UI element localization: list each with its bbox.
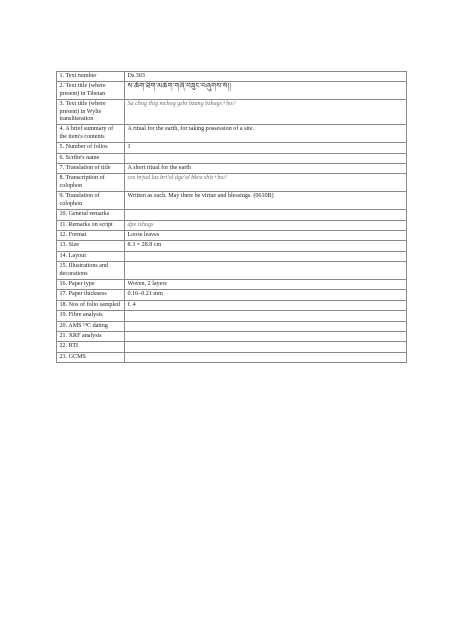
- table-row: [57, 251, 407, 261]
- table-row: [57, 174, 407, 192]
- row-value: 1: [125, 143, 407, 153]
- row-value: [125, 321, 407, 331]
- table-row: [57, 220, 407, 230]
- row-label: 12. Format: [57, 230, 125, 240]
- row-label: 4. A brief summary of the item's contents: [57, 125, 125, 143]
- row-label: 7. Translation of title: [57, 164, 125, 174]
- row-value: A short ritual for the earth: [125, 164, 407, 174]
- row-value: f. 4: [125, 300, 407, 310]
- table-row: [57, 100, 407, 125]
- table-row: [57, 241, 407, 251]
- row-label: 9. Translation of colophon: [57, 192, 125, 210]
- table-row: [57, 153, 407, 163]
- row-label: 11. Remarks on script: [57, 220, 125, 230]
- row-label: 23. GCMS: [57, 352, 125, 362]
- table-row: [57, 342, 407, 352]
- table-row: [57, 210, 407, 220]
- table-row: [57, 72, 407, 82]
- row-value: [125, 251, 407, 261]
- row-value: [125, 210, 407, 220]
- table-row: [57, 192, 407, 210]
- catalogue-table: [56, 71, 407, 363]
- row-label: 17. Paper thickness: [57, 290, 125, 300]
- row-value: 0.16–0.21 mm: [125, 290, 407, 300]
- row-value: Written as such. May there be virtue and blessings. (0610B): [125, 192, 407, 210]
- row-label: 15. Illustrations and decorations: [57, 262, 125, 280]
- row-label: 22. RTI: [57, 342, 125, 352]
- table-row: [57, 164, 407, 174]
- row-label: 3. Text title (where present) in Wylie transliteration: [57, 100, 125, 125]
- row-label: 5. Number of folios: [57, 143, 125, 153]
- wylie-title: Sa chog thig mchog gzhi bzung bzhugs+ho//: [127, 101, 236, 108]
- row-value: Ds.303: [125, 72, 407, 82]
- table-row: [57, 331, 407, 341]
- table-row: [57, 279, 407, 289]
- colophon-transcription: ces brjod las bri'ol dge'ol bkra shis+ho//: [127, 175, 227, 182]
- row-value: [125, 100, 407, 125]
- table-row: [57, 300, 407, 310]
- row-value: A ritual for the earth, for taking possession of a site.: [125, 125, 407, 143]
- row-value: [125, 220, 407, 230]
- row-value: [125, 174, 407, 192]
- row-label: 20. AMS ¹⁴C dating: [57, 321, 125, 331]
- table-row: [57, 230, 407, 240]
- table-row: [57, 125, 407, 143]
- row-value: Woven, 2 layers: [125, 279, 407, 289]
- row-value: [125, 153, 407, 163]
- row-label: 16. Paper type: [57, 279, 125, 289]
- row-value: 8.3 × 28.8 cm: [125, 241, 407, 251]
- row-value: Loose leaves: [125, 230, 407, 240]
- table-row: [57, 311, 407, 321]
- table-row: [57, 290, 407, 300]
- table-row: [57, 321, 407, 331]
- row-value: [125, 331, 407, 341]
- script-remarks: dpe tshugs: [127, 221, 154, 228]
- row-label: 8. Transcription of colophon: [57, 174, 125, 192]
- table-row: [57, 262, 407, 280]
- table-row: [57, 143, 407, 153]
- row-value: [125, 311, 407, 321]
- row-label: 18. Nos of folio sampled: [57, 300, 125, 310]
- row-label: 2. Text title (where present) in Tibetan: [57, 82, 125, 100]
- table-row: [57, 352, 407, 362]
- catalogue-table-body: [57, 72, 407, 363]
- row-value: [125, 342, 407, 352]
- row-label: 14. Layout: [57, 251, 125, 261]
- row-label: 1. Text number: [57, 72, 125, 82]
- row-label: 13. Size: [57, 241, 125, 251]
- row-label: 21. XRF analysis: [57, 331, 125, 341]
- row-label: 19. Fibre analysis: [57, 311, 125, 321]
- row-value: [125, 82, 407, 100]
- row-label: 10. General remarks: [57, 210, 125, 220]
- row-label: 6. Scribe's name: [57, 153, 125, 163]
- row-value: [125, 262, 407, 280]
- tibetan-title: ས་ཆོག་ཐིག་མཆོག་གཞི་བཟུང་བཞུགས་སོ།།: [127, 82, 232, 91]
- table-row: [57, 82, 407, 100]
- row-value: [125, 352, 407, 362]
